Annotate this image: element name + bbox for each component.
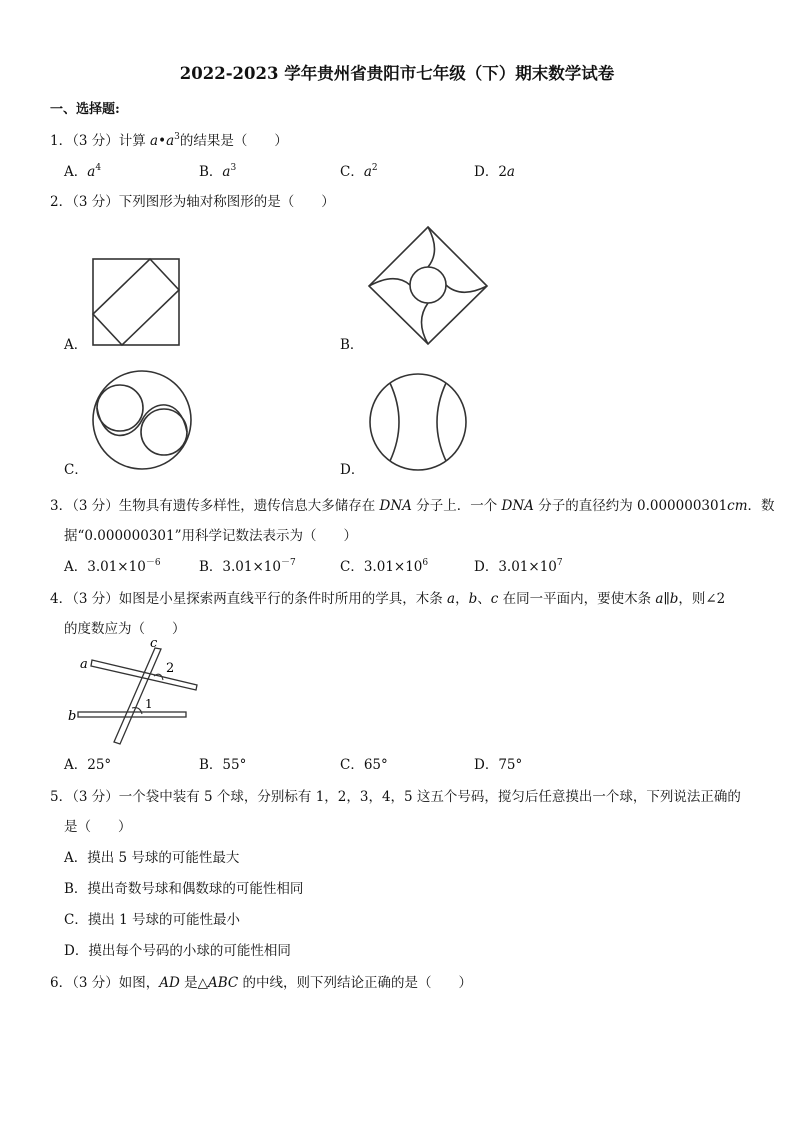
question-score: （3 分） <box>72 591 119 607</box>
math-exponent: －7 <box>280 558 296 568</box>
figure-c-circle-two-circles <box>92 370 194 472</box>
option-label: D． <box>474 164 499 180</box>
option-label: A． <box>64 164 88 180</box>
math-segment: AD <box>159 975 180 991</box>
q5-option-d[interactable]: D．摸出每个号码的小球的可能性相同 <box>64 943 291 959</box>
question-number: 4． <box>50 591 73 607</box>
question-stem: 在同一平面内，要使木条 <box>498 591 656 607</box>
math-var: a <box>363 164 372 180</box>
q3-option-d[interactable] <box>474 555 563 575</box>
question-stem: 如图是小星探索两直线平行的条件时所用的学具，木条 <box>118 591 448 607</box>
option-label: B． <box>199 559 223 575</box>
question-stem: 的中线，则下列结论正确的是（ ） <box>238 975 473 991</box>
question-score: （3 分） <box>72 133 119 149</box>
punct: 、 <box>477 591 491 607</box>
math-exponent: 6 <box>422 558 429 568</box>
question-1 <box>50 129 288 149</box>
option-label: B． <box>199 757 223 773</box>
q5-option-b[interactable]: B．摸出奇数号球和偶数球的可能性相同 <box>64 881 304 897</box>
option-value: 65° <box>363 757 388 773</box>
math-exponent: 3 <box>230 163 237 173</box>
question-stem: 计算 <box>118 133 151 149</box>
question-3-line-2: 据“0.000000301”用科学记数法表示为（ ） <box>64 528 357 544</box>
question-stem: 分子的直径约为 0.000000301 <box>533 498 728 514</box>
question-score: （3 分） <box>72 194 119 210</box>
question-number: 5． <box>50 789 73 805</box>
math-var: a <box>87 164 96 180</box>
math-exponent: 2 <box>371 163 378 173</box>
math-dot: • <box>158 133 167 149</box>
option-value: 3.01×10 <box>222 559 281 575</box>
option-label: A． <box>64 757 88 773</box>
figure-d-baseball <box>368 372 468 472</box>
label-angle-2: 2 <box>166 661 175 676</box>
option-value: 55° <box>222 757 247 773</box>
q4-option-b[interactable] <box>199 753 246 773</box>
question-stem: 是△ <box>179 975 208 991</box>
question-4 <box>50 587 725 607</box>
option-label: D． <box>474 559 499 575</box>
q3-option-c[interactable] <box>340 555 428 575</box>
label-line-c: c <box>150 636 158 651</box>
question-stem: 下列图形为轴对称图形的是（ ） <box>118 194 335 210</box>
question-5-line-2: 是（ ） <box>64 819 132 835</box>
question-number: 6． <box>50 975 73 991</box>
figure-b-pinwheel <box>366 226 490 346</box>
question-number: 1． <box>50 133 73 149</box>
question-stem: 如图， <box>118 975 160 991</box>
math-var: a <box>222 164 231 180</box>
option-value: 75° <box>498 757 523 773</box>
figure-parallel-lines <box>66 636 206 746</box>
q5-option-c[interactable]: C．摸出 1 号球的可能性最小 <box>64 912 241 928</box>
math-exponent: －6 <box>145 558 161 568</box>
q1-option-c[interactable] <box>340 160 378 180</box>
question-6 <box>50 971 472 991</box>
question-4-line-2: 的度数应为（ ） <box>64 621 186 637</box>
math-var: a <box>166 133 175 149</box>
question-number: 3． <box>50 498 73 514</box>
question-2 <box>50 190 335 210</box>
q4-option-c[interactable] <box>340 753 388 773</box>
punct: ， <box>455 591 469 607</box>
section-heading: 一、选择题: <box>50 102 120 117</box>
q3-option-a[interactable] <box>64 555 161 575</box>
q2-option-b[interactable]: B． <box>340 337 364 353</box>
figure-a-square-in-square <box>92 258 182 348</box>
option-value: 25° <box>87 757 112 773</box>
option-value: 3.01×10 <box>363 559 423 575</box>
math-exponent: 3 <box>174 132 180 142</box>
question-5 <box>50 785 741 805</box>
option-value: 3.01×10 <box>498 559 557 575</box>
label-line-b: b <box>68 709 77 724</box>
option-label: D． <box>474 757 499 773</box>
math-triangle: ABC <box>208 975 239 991</box>
math-var: c <box>490 591 499 607</box>
question-score: （3 分） <box>72 498 119 514</box>
q5-option-a[interactable]: A．摸出 5 号球的可能性最大 <box>64 850 240 866</box>
math-var: a <box>447 591 456 607</box>
option-label: B． <box>199 164 223 180</box>
question-stem: 分子上．一个 <box>411 498 502 514</box>
math-var: a <box>150 133 159 149</box>
question-stem: ．数 <box>747 498 775 514</box>
question-score: （3 分） <box>72 789 119 805</box>
q2-option-a[interactable]: A． <box>64 337 88 353</box>
q3-option-b[interactable] <box>199 555 296 575</box>
option-label: A． <box>64 559 88 575</box>
math-var: a <box>506 164 515 180</box>
question-stem: 的结果是（ ） <box>179 133 288 149</box>
page-title: 2022-2023 学年贵州省贵阳市七年级（下）期末数学试卷 <box>179 64 615 83</box>
math-exponent: 7 <box>556 558 563 568</box>
q2-option-c[interactable]: C． <box>64 462 88 478</box>
option-label: C． <box>340 559 364 575</box>
q1-option-b[interactable] <box>199 160 236 180</box>
option-label: C． <box>340 164 364 180</box>
option-label: C． <box>340 757 364 773</box>
question-stem: 生物具有遗传多样性，遗传信息大多储存在 <box>118 498 380 514</box>
q1-option-d[interactable] <box>474 160 515 180</box>
math-unit: cm <box>727 498 748 514</box>
math-term: DNA <box>379 498 412 514</box>
label-angle-1: 1 <box>145 697 153 711</box>
option-value: 3.01×10 <box>87 559 146 575</box>
math-term: DNA <box>501 498 534 514</box>
question-score: （3 分） <box>72 975 119 991</box>
question-3 <box>50 494 775 514</box>
label-line-a: a <box>80 657 88 672</box>
math-var: b <box>468 591 478 607</box>
question-stem: 一个袋中装有 5 个球，分别标有 1，2，3，4，5 这五个号码，搅匀后任意摸出一个球，下列说法正确的 <box>118 789 741 805</box>
q4-option-d[interactable] <box>474 753 522 773</box>
math-exponent: 4 <box>95 163 102 173</box>
q2-option-d[interactable]: D． <box>340 462 365 478</box>
q1-option-a[interactable] <box>64 160 101 180</box>
math-coef: 2 <box>498 164 507 180</box>
math-expr: a∥b <box>655 591 679 607</box>
question-stem: ，则∠2 <box>678 591 726 607</box>
question-number: 2． <box>50 194 73 210</box>
q4-option-a[interactable] <box>64 753 111 773</box>
